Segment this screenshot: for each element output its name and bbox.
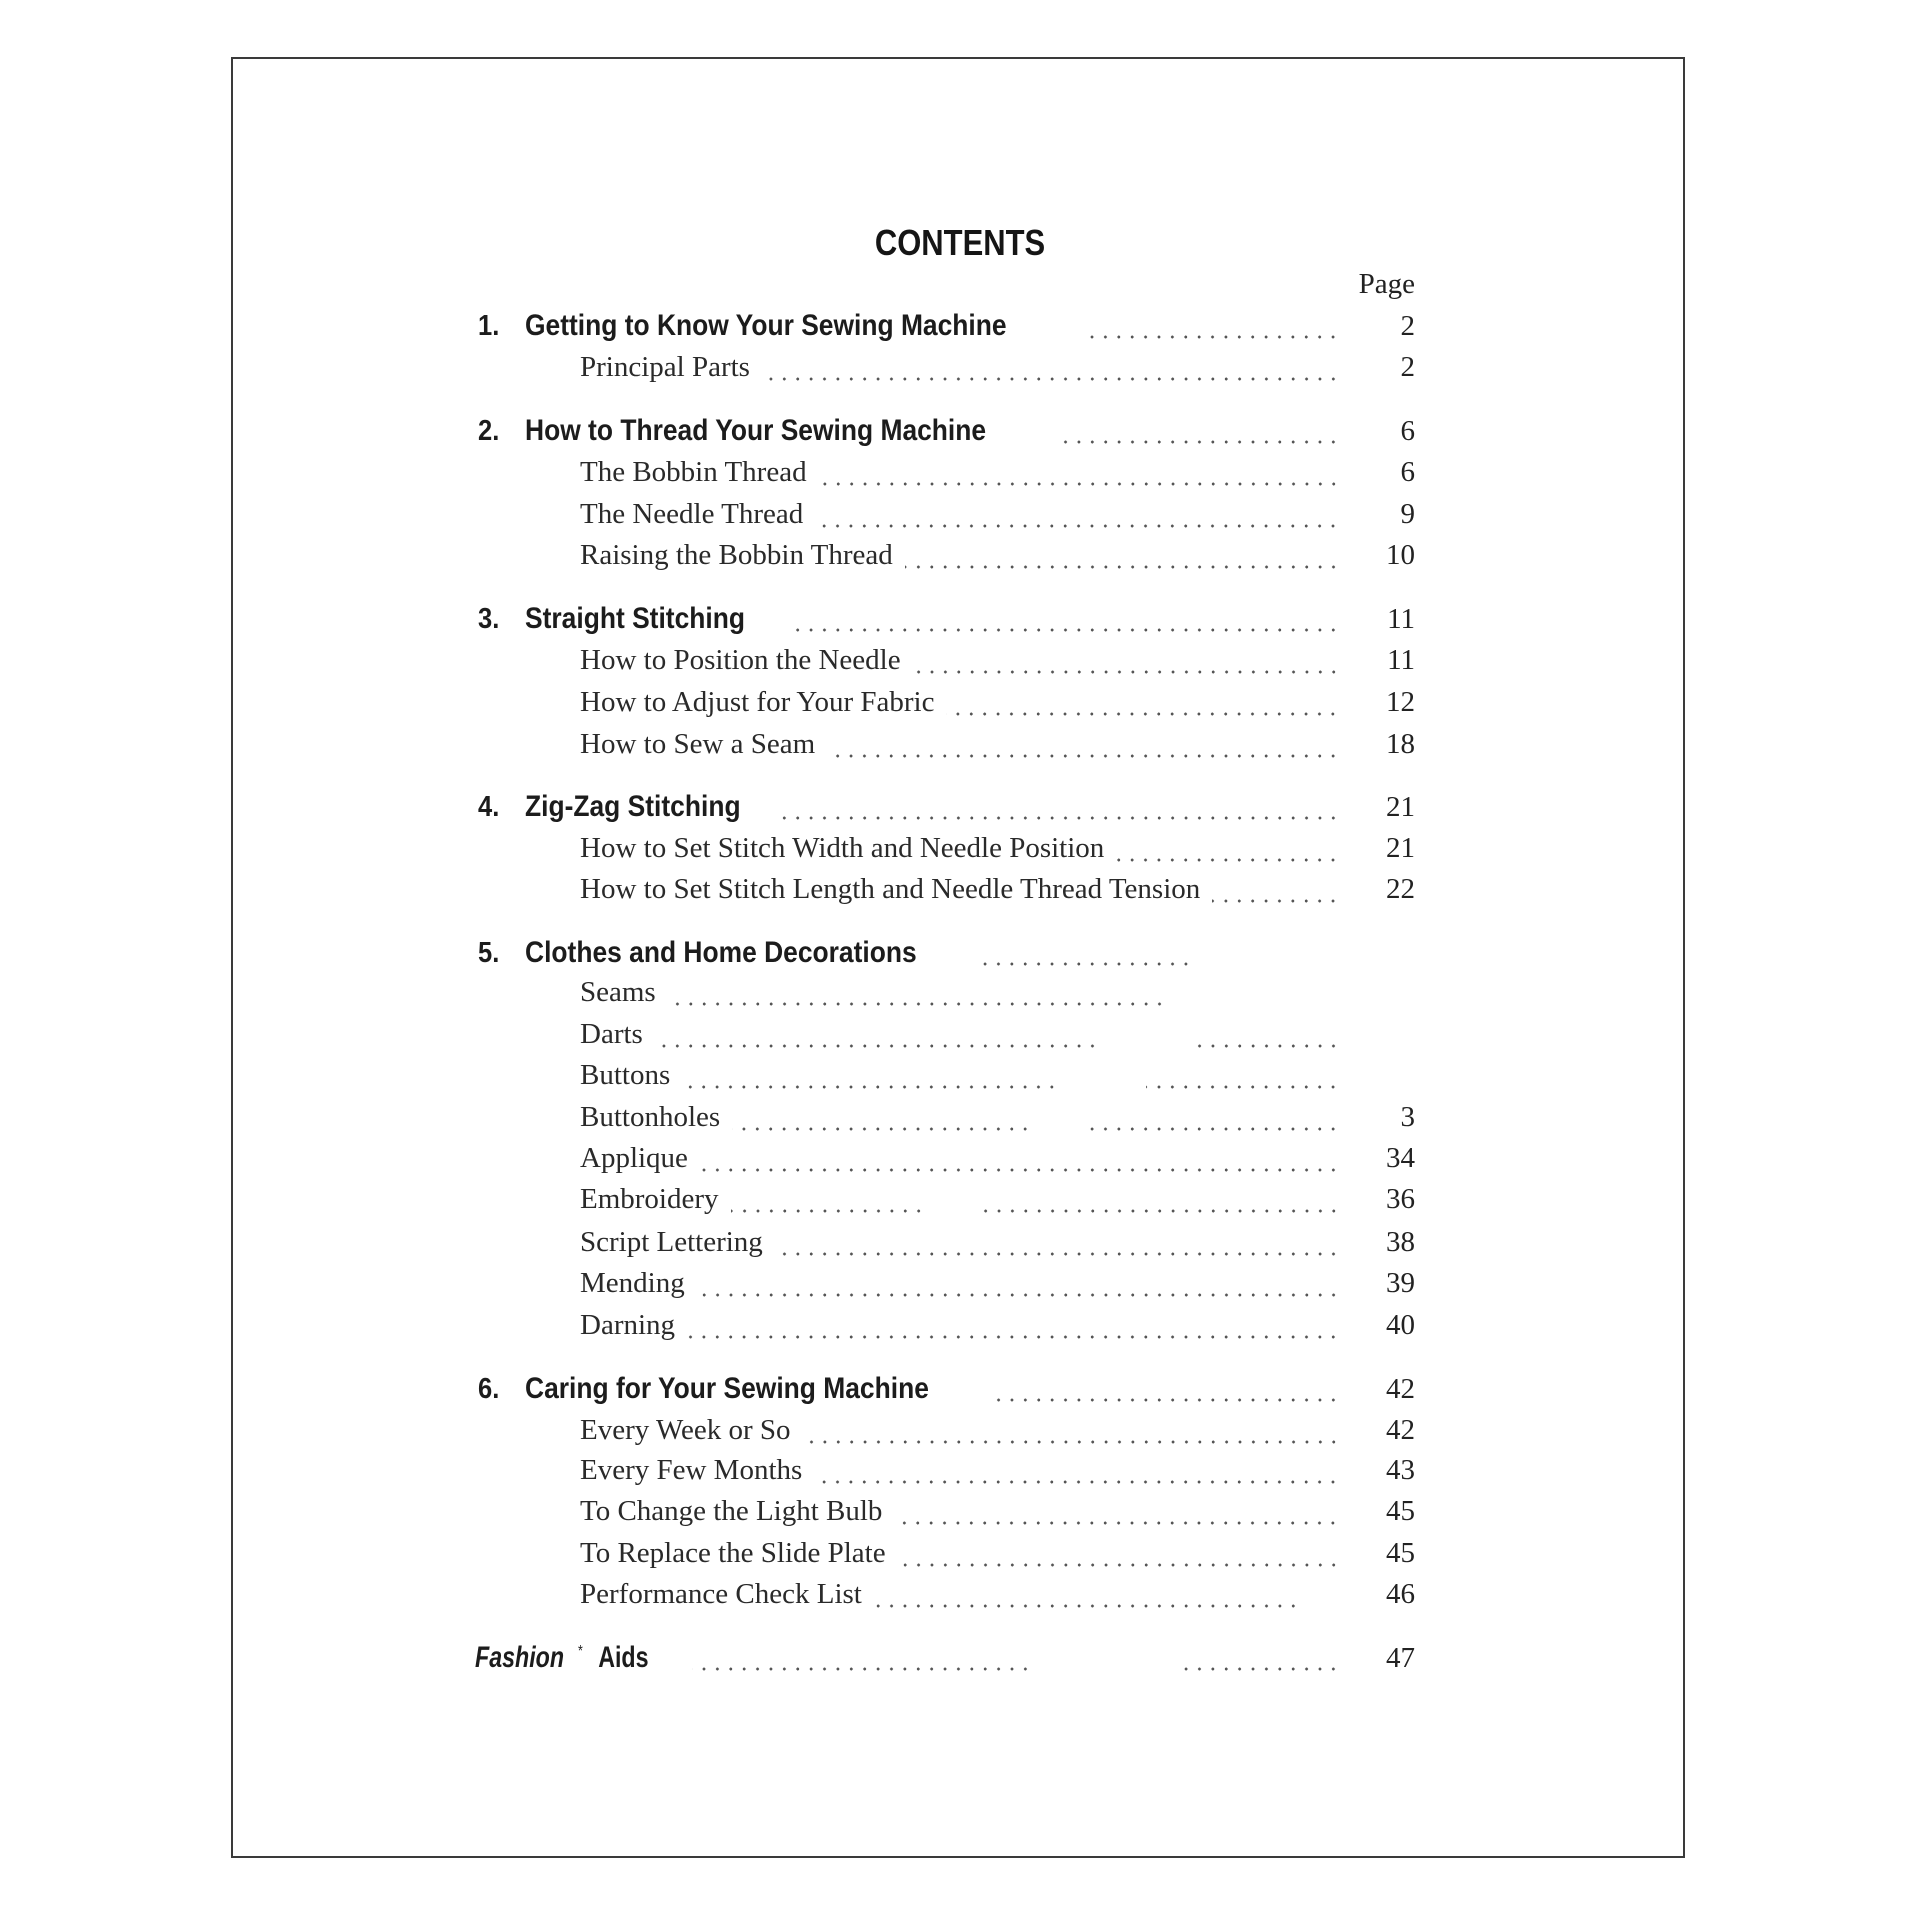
- toc-item[interactable]: [478, 1495, 1415, 1533]
- appendix-title-rest: Aids: [598, 1641, 649, 1674]
- page-number: 46: [1386, 1578, 1415, 1610]
- section-number: 6.: [478, 1373, 500, 1405]
- section-title: How to Thread Your Sewing Machine: [525, 414, 987, 447]
- page-number: 21: [1386, 832, 1415, 864]
- page-number: 12: [1386, 686, 1415, 718]
- item-label: How to Set Stitch Length and Needle Thread Tension: [580, 873, 1201, 905]
- section-title: Straight Stitching: [525, 602, 745, 635]
- item-label: Raising the Bobbin Thread: [580, 539, 893, 571]
- dot-leader: [731, 1209, 1340, 1213]
- section-title: Getting to Know Your Sewing Machine: [525, 309, 1007, 342]
- page-number: 43: [1386, 1454, 1415, 1486]
- page-number: 2: [1400, 351, 1415, 383]
- toc-item[interactable]: [478, 456, 1415, 494]
- toc-item[interactable]: [478, 1309, 1415, 1347]
- item-label: The Needle Thread: [580, 498, 804, 530]
- item-label: To Replace the Slide Plate: [580, 1537, 886, 1569]
- dot-leader: [775, 1252, 1340, 1256]
- page-number: 9: [1400, 498, 1415, 530]
- toc-section-2[interactable]: [478, 414, 1415, 452]
- dot-leader: [682, 1085, 1340, 1089]
- page-number: 42: [1386, 1373, 1415, 1405]
- dot-leader: [782, 816, 1340, 820]
- toc-item[interactable]: [478, 539, 1415, 577]
- appendix-title: [475, 1641, 680, 1675]
- item-label: Buttonholes: [580, 1101, 721, 1133]
- dot-leader: [700, 1168, 1340, 1172]
- dot-leader: [687, 1335, 1340, 1339]
- appendix-title-italic: Fashion: [475, 1641, 565, 1674]
- item-label: Script Lettering: [580, 1226, 763, 1258]
- page-number: 39: [1386, 1267, 1415, 1299]
- item-label: Every Few Months: [580, 1454, 803, 1486]
- dot-leader: [803, 1440, 1340, 1444]
- toc-section-1[interactable]: [478, 309, 1415, 347]
- faded-print-gap: [1095, 1018, 1191, 1056]
- item-label: Mending: [580, 1267, 685, 1299]
- item-label: Performance Check List: [580, 1578, 862, 1610]
- toc-item[interactable]: [478, 1578, 1415, 1616]
- page-column-header: Page: [1358, 268, 1415, 300]
- section-title: Zig-Zag Stitching: [525, 790, 741, 823]
- faded-print-gap: [928, 1183, 980, 1221]
- dot-leader: [815, 524, 1340, 528]
- toc-item[interactable]: [478, 1454, 1415, 1492]
- toc-item[interactable]: [478, 1183, 1415, 1221]
- dot-leader: [905, 565, 1340, 569]
- toc-item[interactable]: [478, 1101, 1415, 1139]
- item-label: Applique: [580, 1142, 688, 1174]
- faded-print-gap: [1162, 976, 1348, 1014]
- toc-item[interactable]: [478, 728, 1415, 766]
- dot-leader: [762, 377, 1340, 381]
- item-label: Darts: [580, 1018, 643, 1050]
- toc-item[interactable]: [478, 686, 1415, 724]
- item-label: How to Set Stitch Width and Needle Position: [580, 832, 1105, 864]
- toc-item[interactable]: [478, 1059, 1415, 1097]
- page-number: 36: [1386, 1183, 1415, 1215]
- toc-appendix-fashion-aids[interactable]: [475, 1641, 1415, 1679]
- page-title: [0, 222, 1920, 264]
- toc-item[interactable]: [478, 498, 1415, 536]
- toc-item[interactable]: [478, 1537, 1415, 1575]
- toc-section-3[interactable]: [478, 602, 1415, 640]
- item-label: Darning: [580, 1309, 676, 1341]
- page-number: 45: [1386, 1537, 1415, 1569]
- page-title-text: CONTENTS: [874, 222, 1046, 263]
- dot-leader: [819, 482, 1340, 486]
- toc-section-6[interactable]: [478, 1372, 1415, 1410]
- toc-item[interactable]: [478, 1267, 1415, 1305]
- section-number: 2.: [478, 415, 500, 447]
- item-label: How to Position the Needle: [580, 644, 901, 676]
- page-number: 6: [1400, 456, 1415, 488]
- dot-leader: [1212, 899, 1340, 903]
- page-number: 10: [1386, 539, 1415, 571]
- section-title: Clothes and Home Decorations: [525, 936, 917, 969]
- item-label: How to Sew a Seam: [580, 728, 816, 760]
- toc-item[interactable]: [478, 976, 1415, 1014]
- toc-item[interactable]: [478, 1018, 1415, 1056]
- item-label: Principal Parts: [580, 351, 750, 383]
- dot-leader: [692, 1667, 1340, 1671]
- item-label: Seams: [580, 976, 656, 1008]
- item-label: How to Adjust for Your Fabric: [580, 686, 935, 718]
- page-number: 11: [1387, 603, 1415, 635]
- toc-item[interactable]: [478, 873, 1415, 911]
- page-number: 2: [1400, 310, 1415, 342]
- item-label: Every Week or So: [580, 1414, 791, 1446]
- page-number: 45: [1386, 1495, 1415, 1527]
- dot-leader: [787, 628, 1340, 632]
- page-number: 22: [1386, 873, 1415, 905]
- dot-leader: [996, 1398, 1340, 1402]
- toc-section-5[interactable]: [478, 936, 1415, 974]
- item-label: Buttons: [580, 1059, 671, 1091]
- dot-leader: [874, 1604, 1340, 1608]
- faded-print-gap: [1188, 936, 1348, 974]
- dot-leader: [898, 1563, 1340, 1567]
- section-title: Caring for Your Sewing Machine: [525, 1372, 929, 1405]
- dot-leader: [655, 1044, 1340, 1048]
- dot-leader: [894, 1521, 1340, 1525]
- item-label: The Bobbin Thread: [580, 456, 807, 488]
- page-number: 3: [1400, 1101, 1415, 1133]
- section-number: 4.: [478, 791, 500, 823]
- dot-leader: [946, 712, 1340, 716]
- page-number: 11: [1387, 644, 1415, 676]
- toc-item[interactable]: [478, 644, 1415, 682]
- dot-leader: [1116, 858, 1340, 862]
- dot-leader: [913, 670, 1340, 674]
- faded-print-gap: [1037, 1641, 1180, 1679]
- section-number: 3.: [478, 603, 500, 635]
- page-number: 18: [1386, 728, 1415, 760]
- page-number: 34: [1386, 1142, 1415, 1174]
- dot-leader: [1061, 440, 1340, 444]
- item-label: To Change the Light Bulb: [580, 1495, 883, 1527]
- dot-leader: [1084, 335, 1340, 339]
- faded-print-gap: [1062, 1059, 1146, 1097]
- toc-item[interactable]: [478, 832, 1415, 870]
- faded-print-gap: [1029, 1101, 1089, 1139]
- page-number: 21: [1386, 791, 1415, 823]
- section-number: 5.: [478, 937, 500, 969]
- page-number: 42: [1386, 1414, 1415, 1446]
- page-number: 40: [1386, 1309, 1415, 1341]
- toc-item[interactable]: [478, 1142, 1415, 1180]
- toc-item[interactable]: [478, 1226, 1415, 1264]
- toc-section-4[interactable]: [478, 790, 1415, 828]
- section-number: 1.: [478, 310, 500, 342]
- toc-item[interactable]: [478, 1414, 1415, 1452]
- page-number: 47: [1386, 1642, 1415, 1674]
- toc-item[interactable]: [478, 351, 1415, 389]
- dot-leader: [697, 1293, 1340, 1297]
- page-number: 6: [1400, 415, 1415, 447]
- dot-leader: [827, 754, 1340, 758]
- dot-leader: [814, 1480, 1340, 1484]
- page-number: 38: [1386, 1226, 1415, 1258]
- item-label: Embroidery: [580, 1183, 719, 1215]
- faded-print-gap: [1298, 1578, 1346, 1616]
- trademark-mark: *: [577, 1643, 583, 1660]
